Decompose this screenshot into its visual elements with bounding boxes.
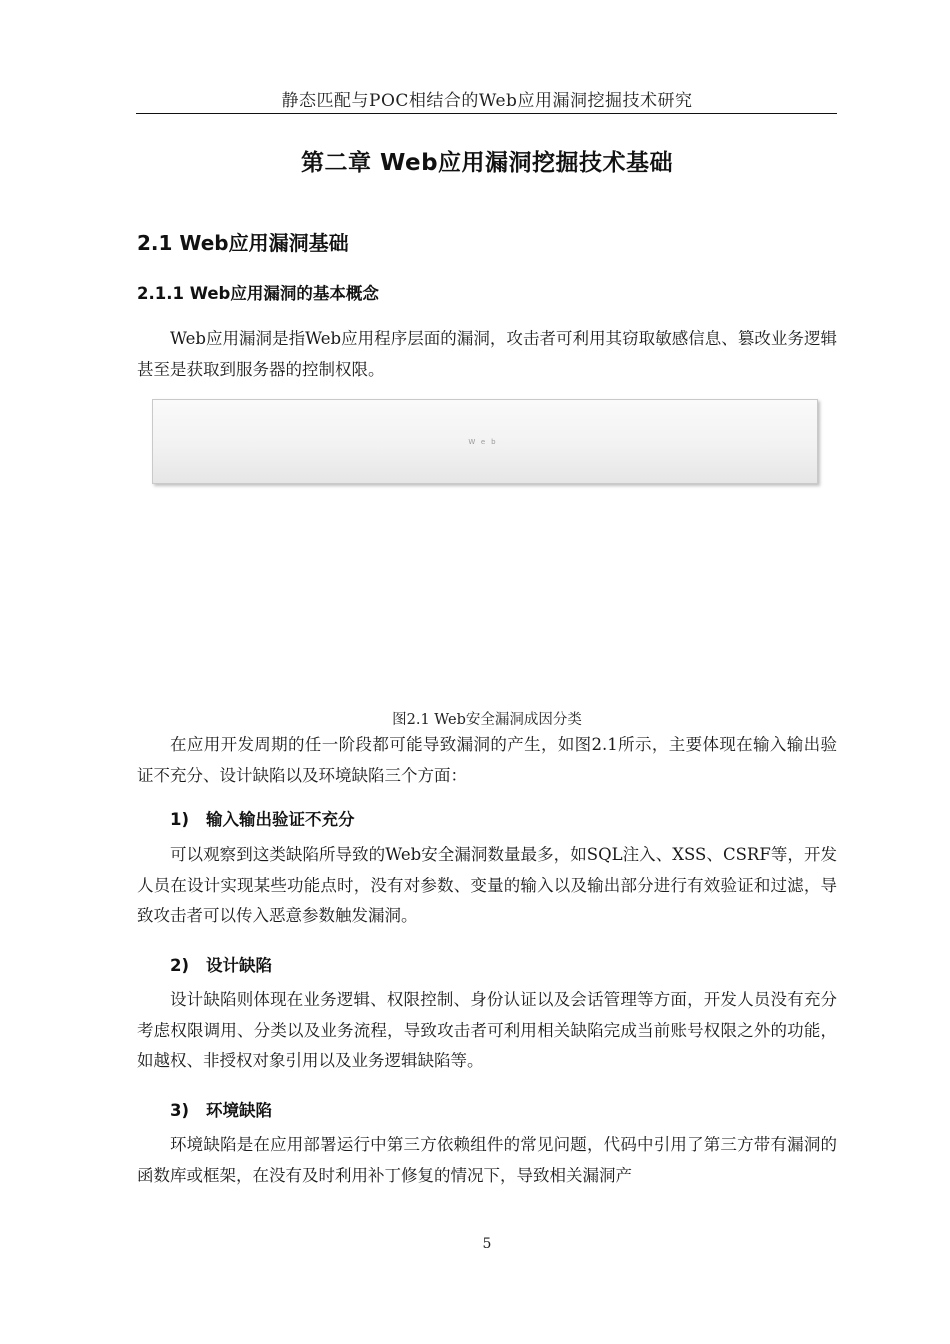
- paragraph-environment-flaw: 环境缺陷是在应用部署运行中第三方依赖组件的常见问题，代码中引用了第三方带有漏洞的函数库或框架，在没有及时利用补丁修复的情况下，导致相关漏洞产: [137, 1135, 837, 1185]
- paragraph-definition: Web应用漏洞是指Web应用程序层面的漏洞，攻击者可利用其窃取敏感信息、篡改业务逻辑甚至是获取到服务器的控制权限。: [137, 329, 837, 379]
- item-number: 1): [170, 810, 190, 829]
- item-number: 3): [170, 1101, 190, 1120]
- item-title: 设计缺陷: [206, 956, 272, 975]
- item-heading-input-validation: [170, 806, 355, 830]
- item-heading-design-flaw: [170, 952, 272, 976]
- header-rule: [136, 113, 837, 114]
- figure-box: [152, 399, 818, 484]
- item-title: 环境缺陷: [206, 1101, 272, 1120]
- paragraph-overview: 在应用开发周期的任一阶段都可能导致漏洞的产生，如图2.1所示，主要体现在输入输出验证不充分、设计缺陷以及环境缺陷三个方面：: [137, 735, 837, 785]
- page-number: 5: [482, 1236, 492, 1252]
- item-number: 2): [170, 956, 190, 975]
- paragraph-design-flaw: 设计缺陷则体现在业务逻辑、权限控制、身份认证以及会话管理等方面，开发人员没有充分考虑权限调用、分类以及业务流程，导致攻击者可利用相关缺陷完成当前账号权限之外的功能，如越权、非授权对象引用以及业务逻辑缺陷等。: [137, 990, 837, 1070]
- item-title: 输入输出验证不充分: [206, 810, 355, 829]
- section-title: 2.1 Web应用漏洞基础: [137, 231, 349, 255]
- figure-caption: 图2.1 Web安全漏洞成因分类: [392, 712, 582, 728]
- paragraph-input-validation: 可以观察到这类缺陷所导致的Web安全漏洞数量最多，如SQL注入、XSS、CSRF等，开发人员在设计实现某些功能点时，没有对参数、变量的输入以及输出部分进行有效验证和过滤，导致攻击者可以传入恶意参数触发漏洞。: [137, 845, 837, 925]
- item-heading-environment-flaw: [170, 1097, 272, 1121]
- subsection-title: 2.1.1 Web应用漏洞的基本概念: [137, 284, 379, 303]
- figure-box-label: Web: [468, 438, 502, 446]
- running-header: 静态匹配与POC相结合的Web应用漏洞挖掘技术研究: [281, 91, 693, 111]
- chapter-title: 第二章 Web应用漏洞挖掘技术基础: [300, 150, 674, 176]
